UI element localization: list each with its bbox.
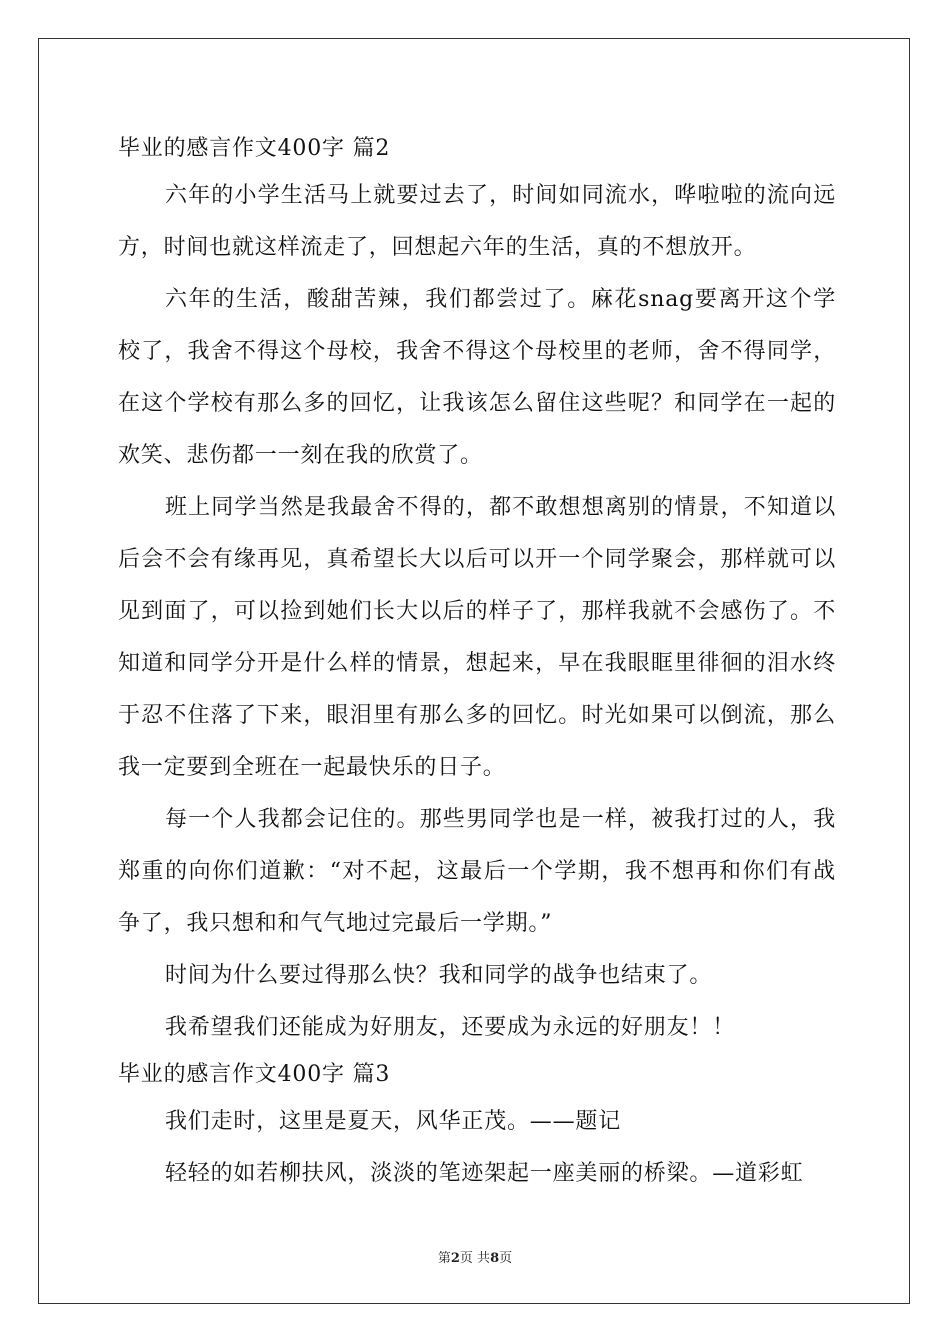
paragraph: 六年的小学生活马上就要过去了，时间如同流水，哗啦啦的流向远方，时间也就这样流走了，回想起六年的生活，真的不想放开。: [118, 183, 836, 260]
paragraph: 轻轻的如若柳扶风，淡淡的笔迹架起一座美丽的桥梁。—道彩虹: [165, 1161, 804, 1186]
total-pages-number: 8: [490, 1251, 500, 1266]
section-heading: 毕业的感言作文400字 篇3: [118, 1062, 391, 1087]
document-body: [118, 128, 836, 1200]
paragraph: 每一个人我都会记住的。那些男同学也是一样，被我打过的人，我郑重的向你们道歉：“对不起，这最后一个学期，我不想再和你们有战争了，我只想和和气气地过完最后一学期。”: [118, 807, 836, 936]
page-footer: [0, 1247, 950, 1266]
paragraph: 六年的生活，酸甜苦辣，我们都尝过了。麻花snag要离开这个学校了，我舍不得这个母校，我舍不得这个母校里的老师，舍不得同学，在这个学校有那么多的回忆，让我该怎么留住这些呢？和同学在一起的欢笑、悲伤都一一刻在我的欣赏了。: [118, 287, 836, 468]
footer-prefix: 第: [437, 1251, 451, 1266]
section-heading: 毕业的感言作文400字 篇2: [118, 136, 391, 161]
paragraph: 班上同学当然是我最舍不得的，都不敢想想离别的情景，不知道以后会不会有缘再见，真希望长大以后可以开一个同学聚会，那样就可以见到面了，可以捡到她们长大以后的样子了，那样我就不会感伤了。不知道和同学分开是什么样的情景，想起来，早在我眼眶里徘徊的泪水终于忍不住落了下来，眼泪里有那么多的回忆。时光如果可以倒流，那么我一定要到全班在一起最快乐的日子。: [118, 495, 836, 780]
paragraph: 我希望我们还能成为好朋友，还要成为永远的好朋友！！: [165, 1015, 736, 1040]
footer-suffix: 页: [499, 1251, 513, 1266]
paragraph: 时间为什么要过得那么快？我和同学的战争也结束了。: [165, 963, 713, 988]
current-page-number: 2: [450, 1251, 460, 1266]
footer-mid: 页 共: [459, 1251, 491, 1266]
paragraph: 我们走时，这里是夏天，风华正茂。——题记: [165, 1109, 622, 1134]
